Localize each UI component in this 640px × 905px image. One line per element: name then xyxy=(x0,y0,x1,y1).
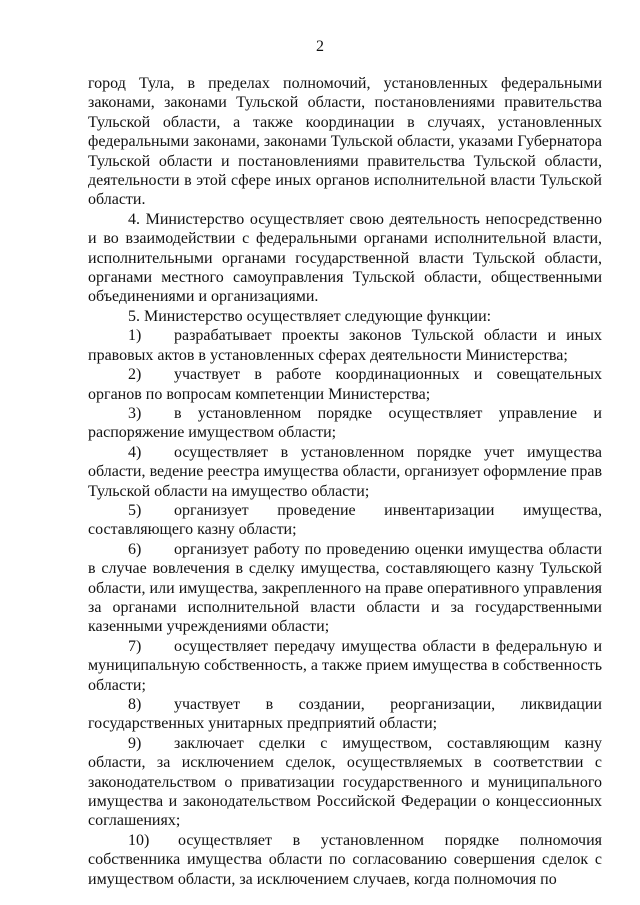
list-item-2 xyxy=(88,365,602,404)
list-item-first-line xyxy=(88,695,602,714)
list-item-text: осуществляет в установленном порядке полномочия собственника имущества области по согласованию совершения сделок с имуществом области, за исключением случаев, когда полномочия по xyxy=(88,831,602,888)
list-item-number: 7) xyxy=(128,637,142,655)
list-item-10 xyxy=(88,831,602,889)
list-item-number: 2) xyxy=(128,366,142,384)
list-item-7 xyxy=(88,637,602,695)
list-item-number: 8) xyxy=(128,696,142,713)
list-item-text: в установленном порядке осуществляет управление и xyxy=(174,404,602,422)
list-item-number: 6) xyxy=(128,540,142,558)
list-item-6 xyxy=(88,540,602,637)
list-item-8 xyxy=(88,695,602,734)
list-item-first-line xyxy=(88,404,602,423)
list-item-5 xyxy=(88,501,602,540)
list-item-number: 1) xyxy=(128,327,142,345)
list-item-1 xyxy=(88,326,602,365)
list-item-text: участвует в работе координационных и совещательных органов по вопросам компетенции Министерства; xyxy=(88,366,602,403)
list-item-text: разрабатывает проекты законов Тульской области и иных правовых актов в установленных сферах деятельности Министерства; xyxy=(88,327,602,364)
list-item-9 xyxy=(88,734,602,831)
list-item-text: осуществляет передачу имущества области в федеральную и муниципальную собственность, а также прием имущества в собственность области; xyxy=(88,637,602,694)
page-number: 2 xyxy=(316,38,324,55)
list-item-text: организует проведение инвентаризации имущества, xyxy=(174,501,602,519)
list-item-3 xyxy=(88,404,602,443)
list-item-continuation: составляющего казну области; xyxy=(88,521,297,539)
list-item-number: 9) xyxy=(128,734,142,752)
list-item-text: организует работу по проведению оценки имущества области в случае вовлечения в сделку имущества, составляющего казну Тульской области, или имущества, закрепленного на праве оперативного управления за органами исполнительной власти области и за государственными казенными учреждениями области; xyxy=(88,540,602,636)
document-body xyxy=(88,74,602,889)
list-item-number: 5) xyxy=(128,501,142,519)
paragraph-continuation: город Тула, в пределах полномочий, установленных федеральными законами, законами Тульской области, постановлениями правительства Тульской области, а также координации в случаях, установленных федеральными законами, законами Тульской области, указами Губернатора Тульской области и постановлениями правительства Тульской области, деятельности в этой сфере иных органов исполнительной власти Тульской области. xyxy=(88,75,602,209)
list-item-text: заключает сделки с имуществом, составляющим казну области, за исключением сделок, осуществляемых в соответствии с законодательством о приватизации государственного и муниципального имущества и законодательством Российской Федерации о концессионных соглашениях; xyxy=(88,734,602,830)
list-item-continuation: государственных унитарных предприятий области; xyxy=(88,715,438,733)
paragraph-5: 5. Министерство осуществляет следующие функции: xyxy=(128,307,492,325)
list-item-text: осуществляет в установленном порядке учет имущества области, ведение реестра имущества области, организует оформление прав Тульской области на имущество области; xyxy=(88,443,602,500)
paragraph-4: 4. Министерство осуществляет свою деятельность непосредственно и во взаимодействии с федеральными органами исполнительной власти, исполнительными органами государственной власти Тульской области, органами местного самоуправления Тульской области, общественными объединениями и организациями. xyxy=(88,210,602,306)
list-item-number: 10) xyxy=(128,831,150,849)
list-item-number: 4) xyxy=(128,443,142,461)
list-item-number: 3) xyxy=(128,404,142,422)
list-item-first-line xyxy=(88,501,602,520)
list-item-4 xyxy=(88,443,602,501)
list-item-text: участвует в создании, реорганизации, ликвидации xyxy=(174,696,602,713)
list-item-continuation: распоряжение имуществом области; xyxy=(88,424,337,442)
